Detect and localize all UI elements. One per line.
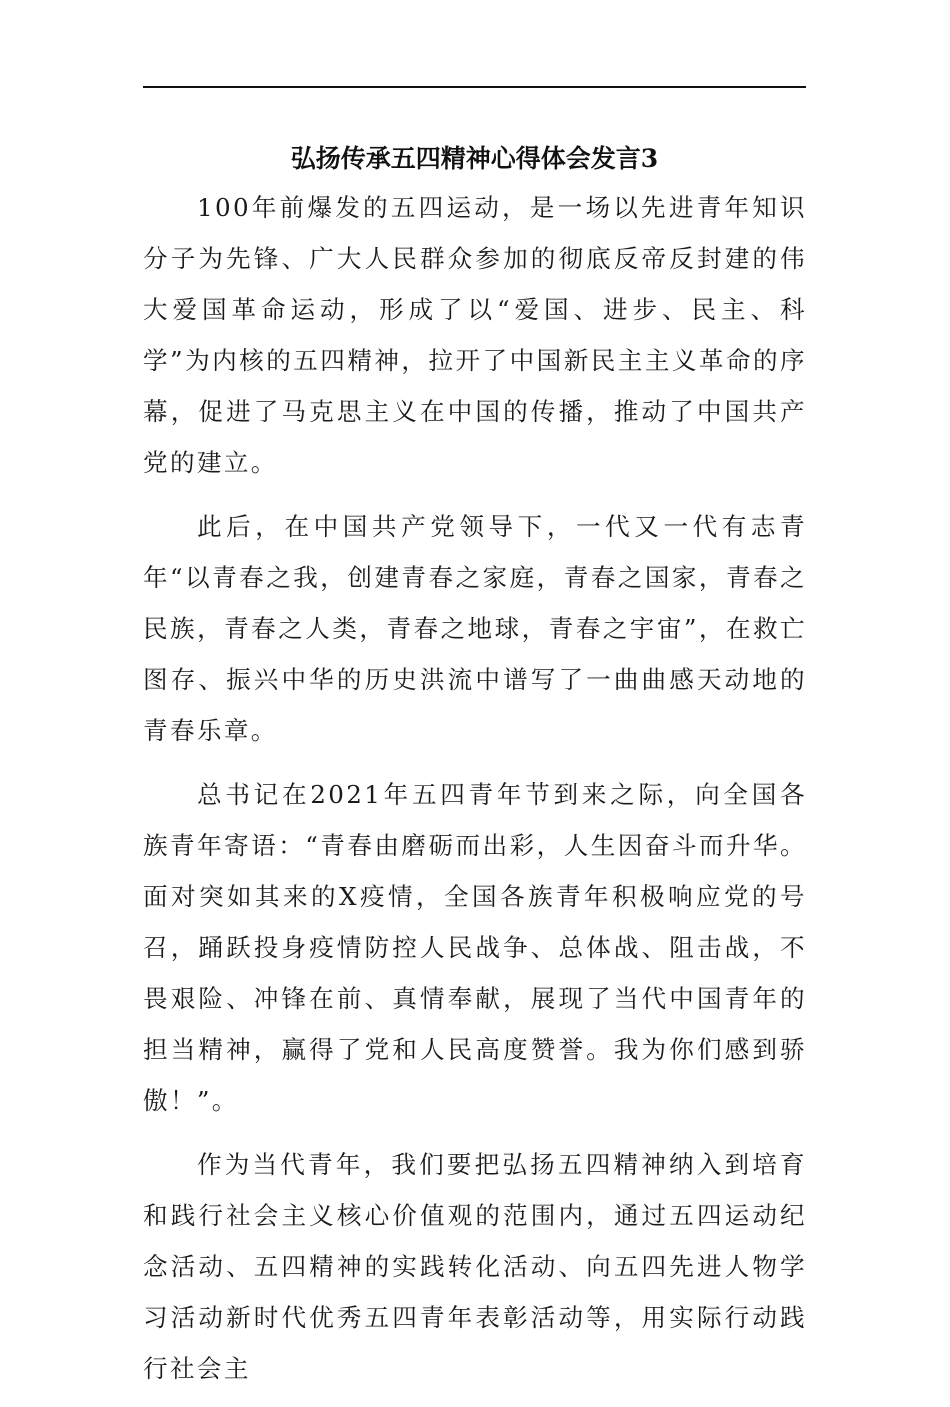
paragraph-2: 此后，在中国共产党领导下，一代又一代有志青年“以青春之我，创建青春之家庭，青春之国家，青春之民族，青春之人类，青春之地球，青春之宇宙”，在救亡图存、振兴中华的历史洪流中谱写了一曲曲感天动地的青春乐章。 — [143, 512, 807, 745]
paragraph-4: 作为当代青年，我们要把弘扬五四精神纳入到培育和践行社会主义核心价值观的范围内，通过五四运动纪念活动、五四精神的实践转化活动、向五四先进人物学习活动新时代优秀五四青年表彰活动等，用实际行动践行社会主 — [143, 1150, 807, 1383]
document-body — [143, 182, 807, 1407]
paragraph-1: 100年前爆发的五四运动，是一场以先进青年知识分子为先锋、广大人民群众参加的彻底反帝反封建的伟大爱国革命运动，形成了以“爱国、进步、民主、科学”为内核的五四精神，拉开了中国新民主主义革命的序幕，促进了马克思主义在中国的传播，推动了中国共产党的建立。 — [143, 193, 807, 477]
document-title: 弘扬传承五四精神心得体会发言3 — [290, 144, 659, 173]
header-rule — [143, 86, 806, 88]
paragraph-3: 总书记在2021年五四青年节到来之际，向全国各族青年寄语：“青春由磨砺而出彩，人生因奋斗而升华。面对突如其来的X疫情，全国各族青年积极响应党的号召，踊跃投身疫情防控人民战争、总体战、阻击战，不畏艰险、冲锋在前、真情奉献，展现了当代中国青年的担当精神，赢得了党和人民高度赞誉。我为你们感到骄傲！”。 — [143, 780, 807, 1115]
